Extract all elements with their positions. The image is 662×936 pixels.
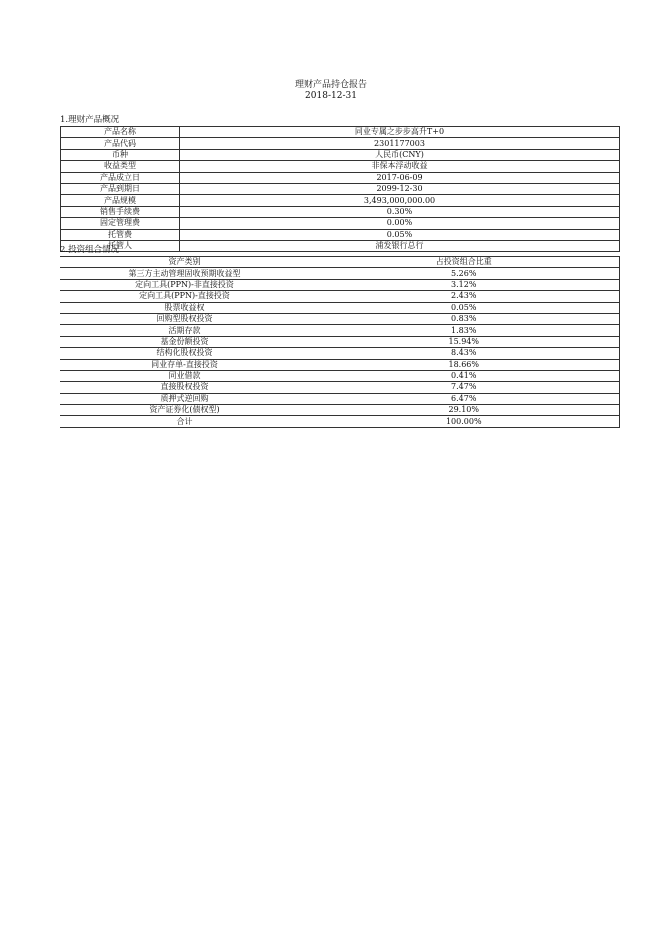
table-row — [60, 382, 619, 393]
table-row — [61, 183, 620, 194]
report-title: 理财产品持仓报告 — [294, 80, 367, 90]
asset-weight: 1.83% — [309, 325, 619, 336]
header-portfolio-weight: 占投资组合比重 — [309, 257, 619, 268]
overview-label: 托管费 — [61, 229, 180, 240]
portfolio-table — [60, 256, 620, 428]
asset-category: 资产证券化(债权型) — [60, 405, 309, 416]
overview-value: 2017-06-09 — [180, 172, 620, 183]
table-row — [60, 325, 619, 336]
asset-category: 第三方主动管理固收预期收益型 — [60, 268, 309, 279]
asset-weight: 8.43% — [309, 348, 619, 359]
asset-category: 股票收益权 — [60, 302, 309, 313]
table-row — [60, 393, 619, 404]
overview-value: 0.30% — [180, 206, 620, 217]
overview-label: 收益类型 — [61, 161, 180, 172]
table-row — [60, 370, 619, 381]
overview-value: 0.05% — [180, 229, 620, 240]
asset-category: 基金份额投资 — [60, 336, 309, 347]
overview-label: 产品成立日 — [61, 172, 180, 183]
overview-value: 3,493,000,000.00 — [180, 195, 620, 206]
table-row — [61, 218, 620, 229]
asset-category: 同业存单-直接投资 — [60, 359, 309, 370]
overview-value: 人民币(CNY) — [180, 149, 620, 160]
asset-weight: 18.66% — [309, 359, 619, 370]
overview-label: 产品代码 — [61, 138, 180, 149]
asset-category: 质押式逆回购 — [60, 393, 309, 404]
table-row — [61, 229, 620, 240]
overview-label: 销售手续费 — [61, 206, 180, 217]
product-overview-table — [60, 126, 620, 252]
asset-weight: 15.94% — [309, 336, 619, 347]
table-row — [61, 161, 620, 172]
overview-label: 固定管理费 — [61, 218, 180, 229]
overview-value: 2301177003 — [180, 138, 620, 149]
table-row — [60, 405, 619, 416]
overview-label: 产品名称 — [61, 127, 180, 138]
header-asset-category: 资产类别 — [60, 257, 309, 268]
table-row — [60, 268, 619, 279]
asset-category: 同业借款 — [60, 370, 309, 381]
total-weight: 100.00% — [309, 416, 619, 427]
table-row — [60, 348, 619, 359]
table-row — [61, 206, 620, 217]
overview-value: 同业专属之步步高升T+0 — [180, 127, 620, 138]
table-row — [61, 149, 620, 160]
table-total-row — [60, 416, 619, 427]
overview-section-title: 1.理财产品概况 — [60, 115, 120, 125]
table-header-row — [60, 257, 619, 268]
asset-weight: 6.47% — [309, 393, 619, 404]
table-row — [61, 172, 620, 183]
asset-category: 结构化股权投资 — [60, 348, 309, 359]
table-row — [61, 138, 620, 149]
table-row — [60, 279, 619, 290]
overview-value: 浦发银行总行 — [180, 240, 620, 251]
table-row — [60, 291, 619, 302]
report-date: 2018-12-31 — [305, 91, 357, 101]
table-row — [60, 359, 619, 370]
table-row — [60, 336, 619, 347]
overview-value: 2099-12-30 — [180, 183, 620, 194]
asset-weight: 0.05% — [309, 302, 619, 313]
table-row — [60, 302, 619, 313]
overview-value: 非保本浮动收益 — [180, 161, 620, 172]
asset-category: 定向工具(PPN)-直接投资 — [60, 291, 309, 302]
table-row — [60, 313, 619, 324]
asset-category: 活期存款 — [60, 325, 309, 336]
asset-weight: 0.83% — [309, 313, 619, 324]
asset-weight: 3.12% — [309, 279, 619, 290]
asset-weight: 29.10% — [309, 405, 619, 416]
asset-weight: 0.41% — [309, 370, 619, 381]
asset-category: 回购型股权投资 — [60, 313, 309, 324]
overview-label: 产品规模 — [61, 195, 180, 206]
portfolio-section-title: 2.投资组合情况 — [60, 245, 120, 255]
asset-weight: 7.47% — [309, 382, 619, 393]
table-row — [61, 127, 620, 138]
total-label: 合计 — [60, 416, 309, 427]
overview-value: 0.00% — [180, 218, 620, 229]
overview-label: 币种 — [61, 149, 180, 160]
overview-label: 托管人 — [61, 240, 180, 251]
asset-category: 直接股权投资 — [60, 382, 309, 393]
asset-weight: 5.26% — [309, 268, 619, 279]
table-row — [61, 195, 620, 206]
asset-category: 定向工具(PPN)-非直接投资 — [60, 279, 309, 290]
table-row — [61, 240, 620, 251]
asset-weight: 2.43% — [309, 291, 619, 302]
overview-label: 产品到期日 — [61, 183, 180, 194]
